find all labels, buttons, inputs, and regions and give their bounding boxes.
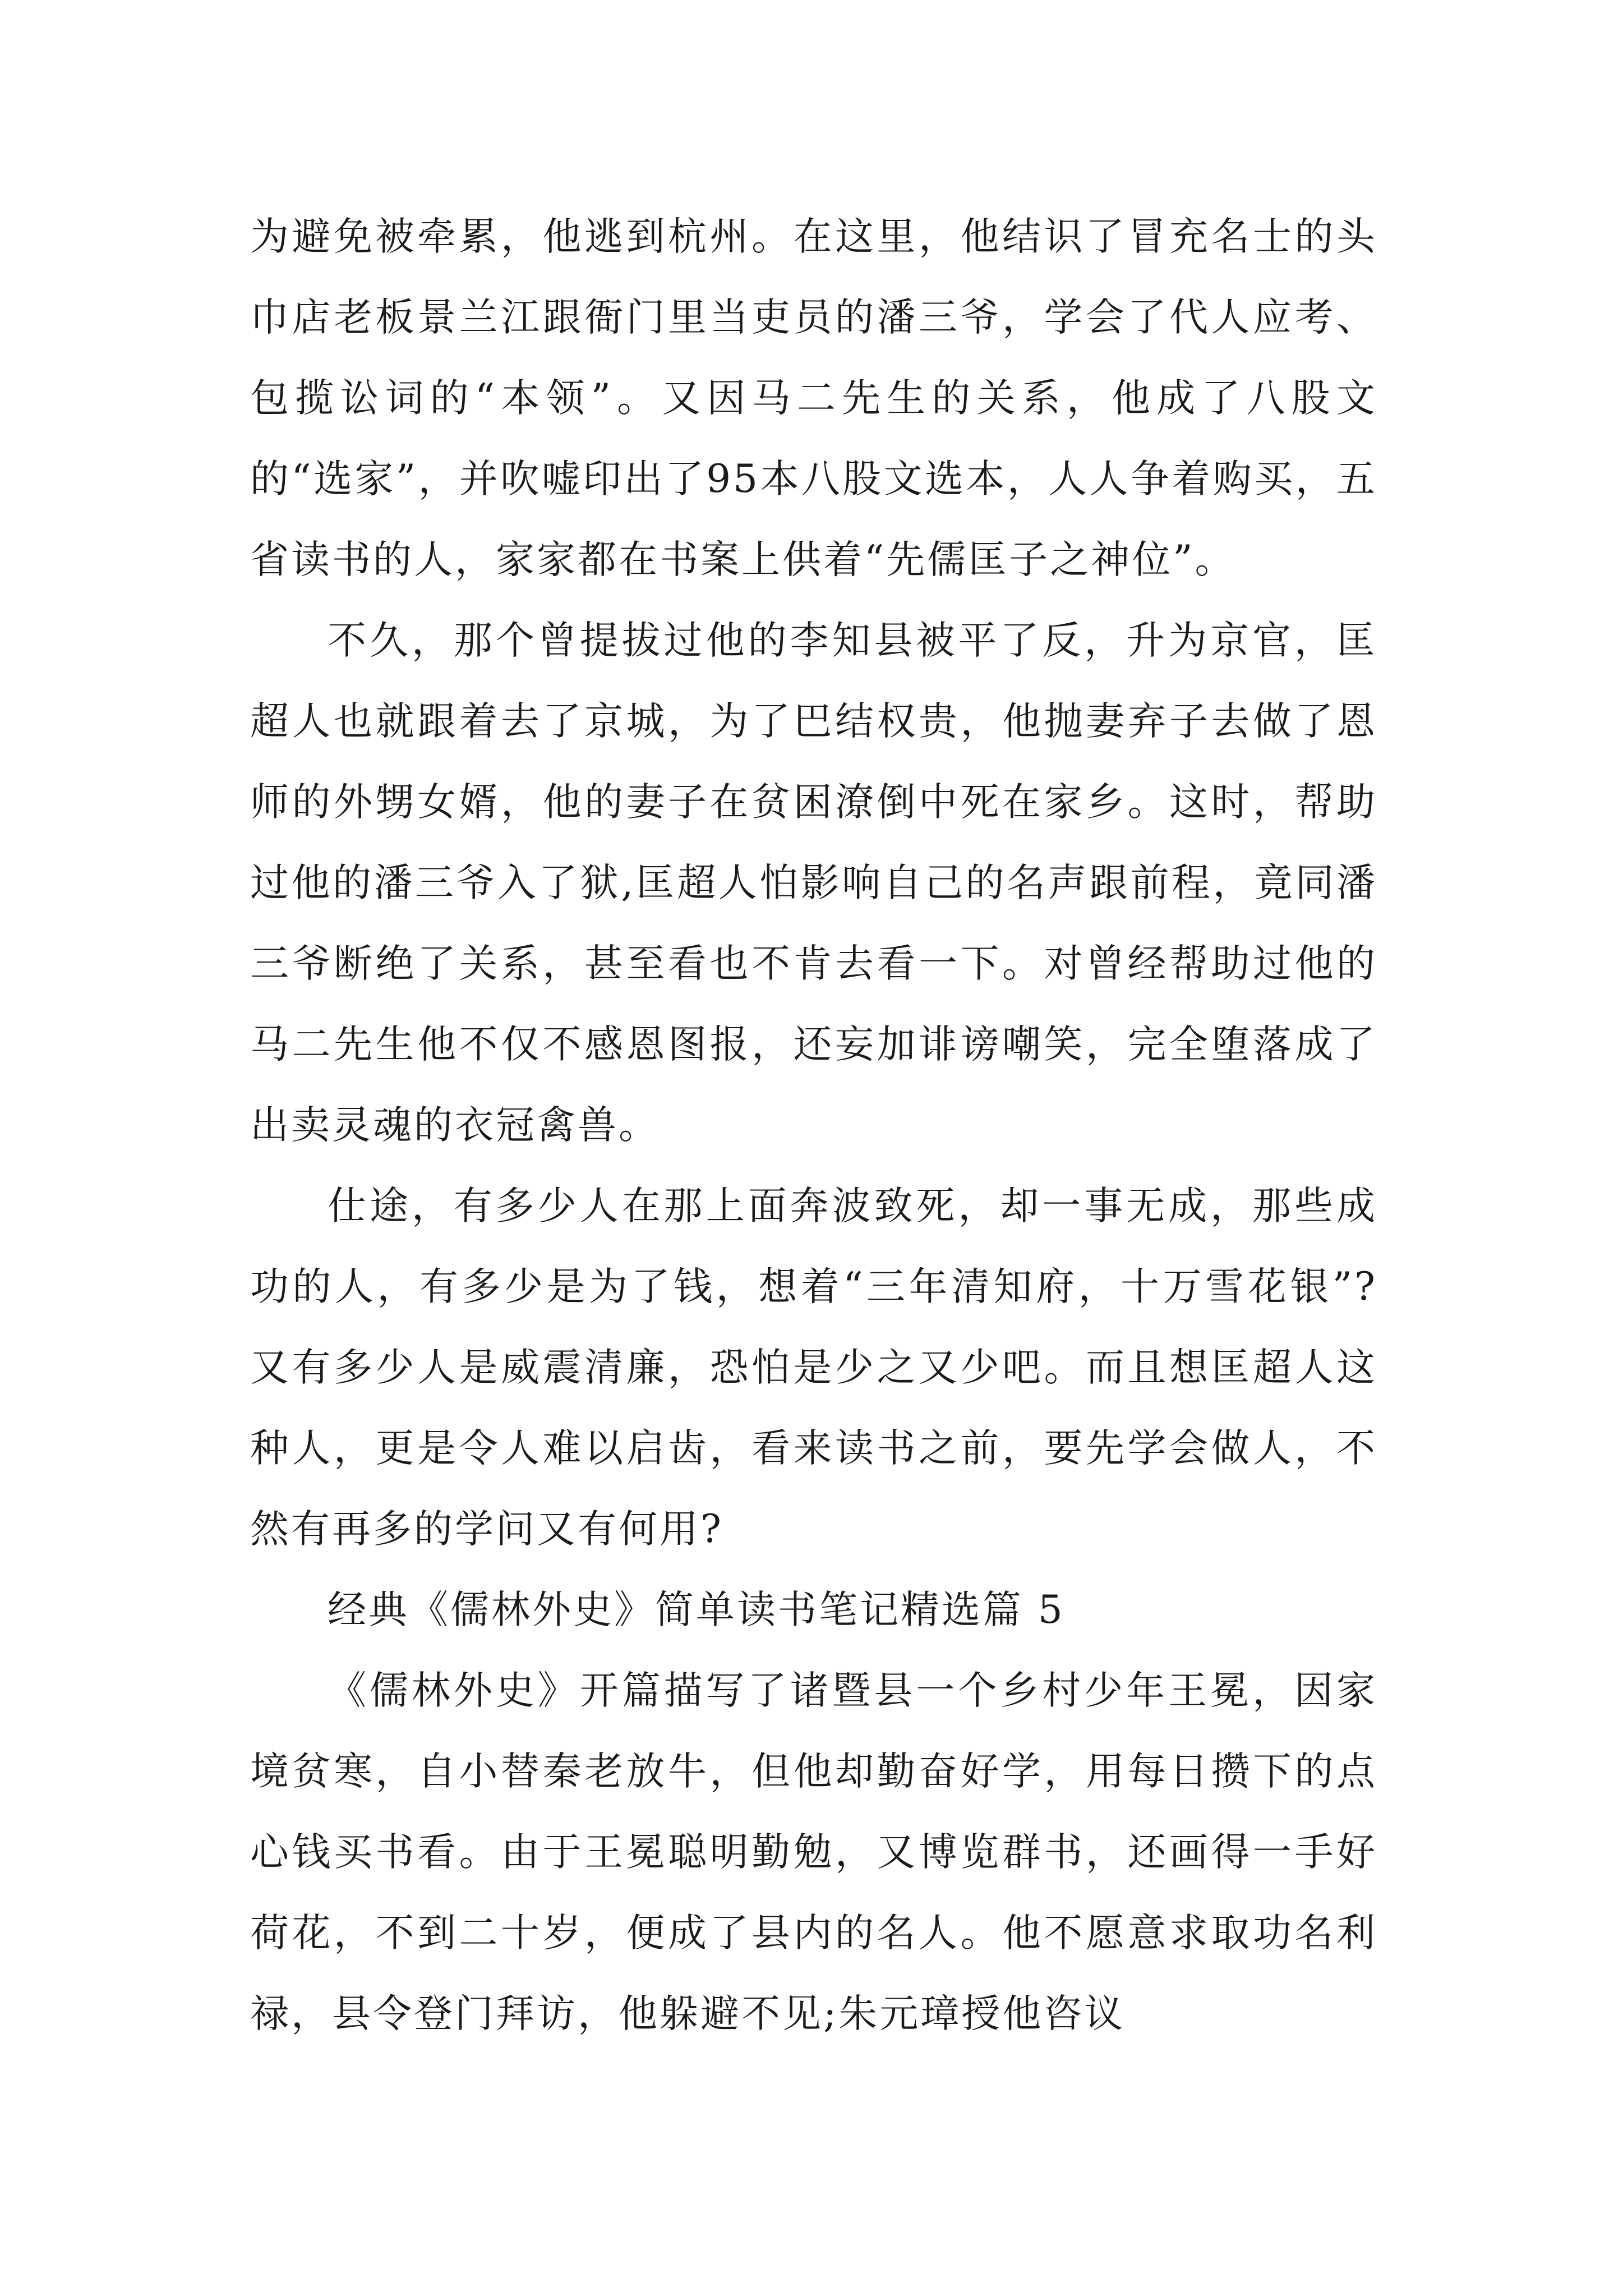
paragraph-li-zhixian: 不久，那个曾提拔过他的李知县被平了反，升为京官，匡超人也就跟着去了京城，为了巴结权贵，他抛妻弃子去做了恩师的外甥女婿，他的妻子在贫困潦倒中死在家乡。这时，帮助过他的潘三爷入了狱,匡超人怕影响自己的名声跟前程，竟同潘三爷断绝了关系，甚至看也不肯去看一下。对曾经帮助过他的马二先生他不仅不感恩图报，还妄加诽谤嘲笑，完全堕落成了出卖灵魂的衣冠禽兽。: [250, 618, 1377, 1148]
paragraph-continuation: 为避免被牵累，他逃到杭州。在这里，他结识了冒充名士的头巾店老板景兰江跟衙门里当吏员的潘三爷，学会了代人应考、包揽讼词的“本领”。又因马二先生的关系，他成了八股文的“选家”，并吹嘘印出了95本八股文选本，人人争着购买，五省读书的人，家家都在书案上供着“先儒匡子之神位”。: [250, 214, 1377, 582]
document-body: [250, 196, 1377, 2054]
paragraph-shitu: 仕途，有多少人在那上面奔波致死，却一事无成，那些成功的人，有多少是为了钱，想着“三年清知府，十万雪花银”?又有多少人是威震清廉，恐怕是少之又少吧。而且想匡超人这种人，更是令人难以启齿，看来读书之前，要先学会做人，不然有再多的学问又有何用?: [250, 1184, 1377, 1552]
section-heading: 经典《儒林外史》简单读书笔记精选篇 5: [328, 1588, 1065, 1632]
paragraph-wang-mian: 《儒林外史》开篇描写了诸暨县一个乡村少年王冕，因家境贫寒，自小替秦老放牛，但他却勤奋好学，用每日攒下的点心钱买书看。由于王冕聪明勤勉，又博览群书，还画得一手好荷花，不到二十岁，便成了县内的名人。他不愿意求取功名利禄，县令登门拜访，他躲避不见;朱元璋授他咨议: [250, 1668, 1377, 2036]
